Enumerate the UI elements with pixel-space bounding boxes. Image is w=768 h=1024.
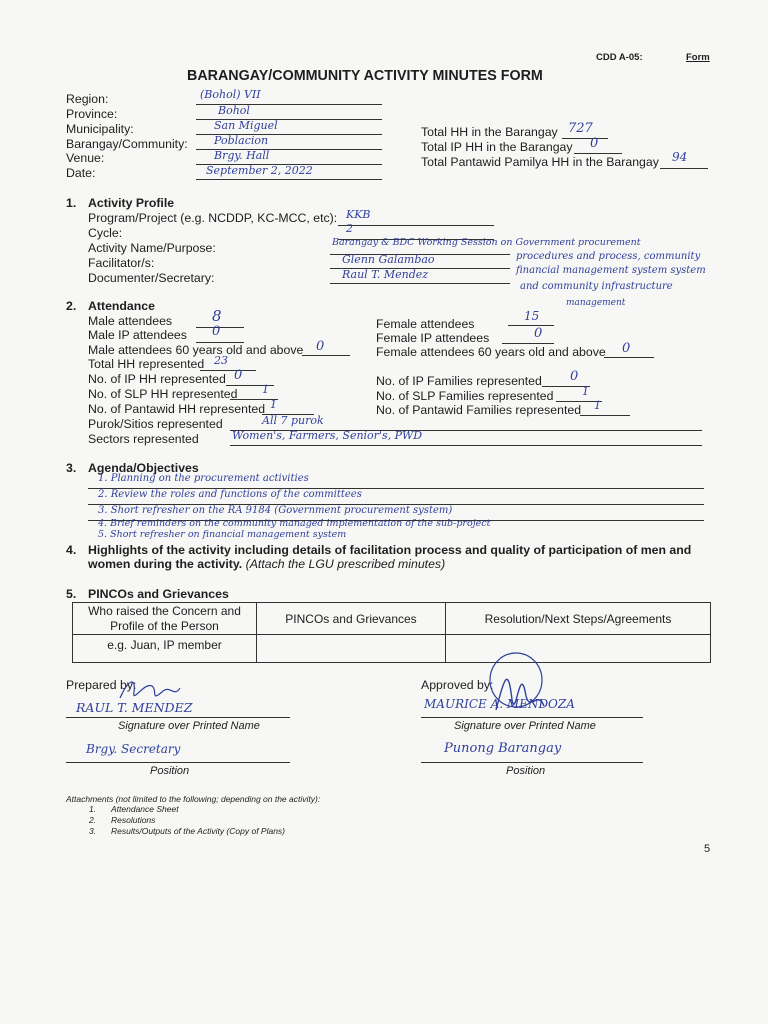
venue-label: Venue: — [66, 151, 105, 165]
total-pantawid-label: Total Pantawid Pamilya HH in the Barangay — [421, 155, 659, 169]
province-value: Bohol — [218, 104, 250, 117]
sectors-line — [230, 445, 702, 446]
total-hh-represented-line — [200, 370, 256, 371]
date-line — [196, 179, 382, 180]
pincos-col-who: Who raised the Concern and Profile of the Person — [73, 603, 257, 635]
page-number: 5 — [704, 843, 711, 855]
total-ip-hh-value: 0 — [590, 136, 599, 151]
pantawid-families-line — [580, 415, 630, 416]
activity-label: Activity Name/Purpose: — [88, 241, 216, 255]
total-hh-represented-value: 23 — [214, 354, 228, 367]
pantawid-families-value: 1 — [594, 399, 601, 412]
female-attendees-label: Female attendees — [376, 317, 475, 331]
male-attendees-label: Male attendees — [88, 314, 173, 328]
page-title: BARANGAY/COMMUNITY ACTIVITY MINUTES FORM — [187, 68, 543, 84]
activity-value-5: management — [566, 298, 626, 308]
total-ip-hh-line — [574, 153, 622, 154]
date-value: September 2, 2022 — [206, 164, 313, 177]
province-label: Province: — [66, 107, 118, 121]
purok-value: All 7 purok — [262, 414, 324, 427]
pincos-cell — [257, 635, 446, 663]
pincos-example: e.g. Juan, IP member — [73, 635, 257, 663]
highlights-note: (Attach the LGU prescribed minutes) — [245, 557, 446, 571]
total-hh-represented-label: Total HH represented — [88, 357, 205, 371]
agenda-item: 1. Planning on the procurement activities — [98, 473, 309, 484]
female-ip-label: Female IP attendees — [376, 331, 490, 345]
barangay-value: Poblacion — [214, 134, 269, 147]
section-4-number: 4. — [66, 543, 77, 557]
prepared-signature-line — [66, 717, 290, 718]
prepared-position-caption: Position — [150, 765, 190, 777]
total-hh-label: Total HH in the Barangay — [421, 125, 558, 139]
total-pantawid-value: 94 — [672, 150, 688, 164]
approved-signature-caption: Signature over Printed Name — [454, 720, 596, 732]
agenda-item: 4. Brief reminders on the community managed implementation of the sub-project — [98, 518, 491, 529]
region-label: Region: — [66, 92, 109, 106]
activity-value-1: Barangay & BDC Working Session on Government procurement — [332, 237, 641, 248]
prepared-signature-caption: Signature over Printed Name — [118, 720, 260, 732]
section-1-number: 1. — [66, 196, 77, 210]
highlights-text-2: women during the activity. — [88, 557, 243, 571]
male-attendees-value: 8 — [212, 307, 222, 325]
female-attendees-line — [508, 325, 554, 326]
total-hh-line — [562, 138, 608, 139]
female-60-label: Female attendees 60 years old and above — [376, 345, 606, 359]
pincos-table — [72, 602, 711, 663]
attachment-item: Resolutions — [111, 815, 156, 825]
prepared-position-value: Brgy. Secretary — [86, 742, 181, 756]
female-ip-value: 0 — [534, 326, 543, 341]
male-60-label: Male attendees 60 years old and above — [88, 343, 304, 357]
total-ip-hh-label: Total IP HH in the Barangay — [421, 140, 573, 154]
female-attendees-value: 15 — [524, 309, 540, 323]
slp-hh-value: 1 — [262, 383, 269, 396]
sectors-label: Sectors represented — [88, 432, 199, 446]
documenter-value: Raul T. Mendez — [342, 268, 429, 281]
pantawid-hh-value: 1 — [270, 398, 277, 411]
ip-hh-label: No. of IP HH represented — [88, 372, 226, 386]
pincos-col-grievances: PINCOs and Grievances — [257, 603, 446, 635]
agenda-item: 2. Review the roles and functions of the committees — [98, 489, 362, 500]
region-value: (Bohol) VII — [200, 88, 261, 101]
prepared-position-line — [66, 762, 290, 763]
approved-name: MAURICE A. MENDOZA — [424, 697, 575, 711]
female-ip-line — [502, 343, 554, 344]
section-5-number: 5. — [66, 587, 77, 601]
slp-families-label: No. of SLP Families represented — [376, 389, 554, 403]
ip-families-label: No. of IP Families represented — [376, 374, 542, 388]
female-60-line — [604, 357, 654, 358]
facilitator-label: Facilitator/s: — [88, 256, 155, 270]
ip-families-value: 0 — [570, 369, 579, 384]
highlights-line-2 — [88, 557, 445, 571]
program-line — [338, 225, 494, 226]
attachment-item: Results/Outputs of the Activity (Copy of Plans) — [111, 826, 286, 836]
prepared-name: RAUL T. MENDEZ — [76, 700, 193, 715]
total-hh-value: 727 — [568, 121, 593, 136]
section-5-heading: PINCOs and Grievances — [88, 587, 229, 601]
prepared-by-label: Prepared by: — [66, 678, 137, 692]
purok-label: Purok/Sitios represented — [88, 417, 223, 431]
cycle-value: 2 — [346, 222, 353, 235]
ip-hh-value: 0 — [234, 368, 243, 383]
pantawid-hh-label: No. of Pantawid HH represented — [88, 402, 266, 416]
agenda-item: 3. Short refresher on the RA 9184 (Government procurement system) — [98, 505, 453, 516]
municipality-label: Municipality: — [66, 122, 134, 136]
attachment-num: 3. — [89, 826, 97, 836]
municipality-value: San Miguel — [214, 119, 278, 132]
approved-position-caption: Position — [506, 765, 546, 777]
attachment-item: Attendance Sheet — [111, 804, 179, 814]
cycle-label: Cycle: — [88, 226, 123, 240]
slp-families-value: 1 — [582, 385, 589, 398]
program-label: Program/Project (e.g. NCDDP, KC-MCC, etc): — [88, 211, 338, 225]
pincos-col-resolution: Resolution/Next Steps/Agreements — [446, 603, 711, 635]
section-2-heading: Attendance — [88, 299, 155, 313]
attachment-num: 1. — [89, 804, 97, 814]
activity-value-4: and community infrastructure — [520, 281, 673, 292]
section-2-number: 2. — [66, 299, 77, 313]
male-60-line — [302, 355, 350, 356]
total-pantawid-line — [660, 168, 708, 169]
male-ip-value: 0 — [212, 324, 221, 339]
barangay-label: Barangay/Community: — [66, 137, 188, 151]
male-60-value: 0 — [316, 339, 325, 354]
attachments-heading: Attachments (not limited to the following; depending on the activity): — [66, 794, 321, 804]
section-1-heading: Activity Profile — [88, 196, 175, 210]
section-3-heading: Agenda/Objectives — [88, 461, 199, 475]
pantawid-families-label: No. of Pantawid Families represented — [376, 403, 582, 417]
approved-position-line — [421, 762, 643, 763]
approved-by-label: Approved by: — [421, 678, 494, 692]
sectors-value: Women's, Farmers, Senior's, PWD — [232, 429, 423, 442]
agenda-item: 5. Short refresher on financial management system — [98, 529, 347, 540]
facilitator-value: Glenn Galambao — [342, 253, 435, 266]
form-label: Form — [686, 52, 710, 63]
activity-value-2: procedures and process, community — [516, 251, 701, 262]
documenter-line — [330, 283, 510, 284]
program-value: KKB — [346, 208, 371, 221]
highlights-text: Highlights of the activity including details of facilitation process and quality of participation of men and — [88, 543, 692, 557]
male-ip-label: Male IP attendees — [88, 328, 187, 342]
attachment-num: 2. — [89, 815, 97, 825]
date-label: Date: — [66, 166, 96, 180]
activity-value-3: financial management system system — [516, 265, 706, 276]
female-60-value: 0 — [622, 341, 631, 356]
documenter-label: Documenter/Secretary: — [88, 271, 215, 285]
approved-position-value: Punong Barangay — [444, 741, 562, 756]
venue-value: Brgy. Hall — [214, 149, 270, 162]
slp-hh-label: No. of SLP HH represented — [88, 387, 238, 401]
form-code: CDD A-05: — [596, 52, 643, 63]
section-3-number: 3. — [66, 461, 77, 475]
approved-signature-line — [421, 717, 643, 718]
